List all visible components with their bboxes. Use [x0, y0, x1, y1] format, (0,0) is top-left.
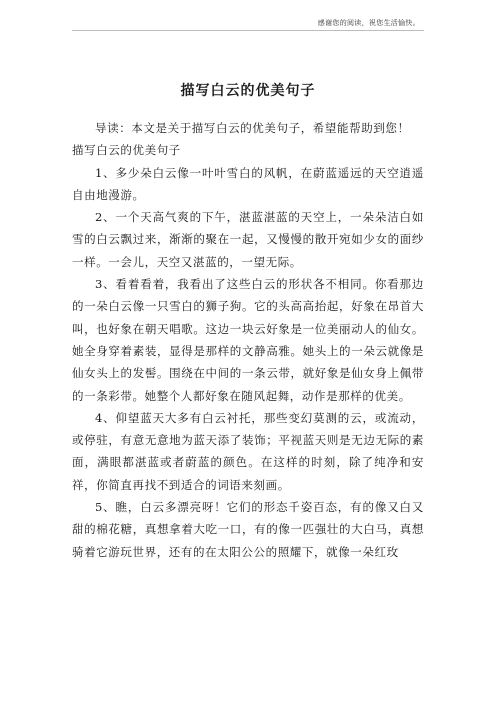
intro-paragraph: 导读：本文是关于描写白云的优美句子，希望能帮助到您！ [95, 121, 410, 135]
document-title: 描写白云的优美句子 [180, 83, 316, 99]
paragraph-3: 3、看着看着，我看出了这些白云的形状各不相同。你看那边的一朵白云像一只雪白的狮子狗。它的头高高抬起，好象在昂首大叫，也好象在朝天唱歌。这边一块云好象是一位美丽动人的仙女。她全身穿着素装，显得是那样的文静高雅。她头上的一朵云就像是仙女头上的发髻。围绕在中间的一条云带，就好象是仙女身上佩带的一条彩带。她整个人都好象在随风起舞，动作是那样的优美。 [72, 277, 424, 403]
header-divider [72, 30, 424, 31]
header-note: 感谢您的阅读，祝您生活愉快。 [317, 19, 420, 27]
document-body [72, 117, 424, 563]
section-subtitle: 描写白云的优美句子 [72, 143, 181, 158]
paragraph-1: 1、多少朵白云像一叶叶雪白的风帆，在蔚蓝遥远的天空逍遥自由地漫游。 [72, 165, 424, 202]
paragraph-4: 4、仰望蓝天大多有白云衬托，那些变幻莫测的云，或流动，或停驻，有意无意地为蓝天添了装饰；平视蓝天则是无边无际的素面，满眼都湛蓝或者蔚蓝的颜色。在这样的时刻，除了纯净和安祥，你简直再找不到适合的词语来刻画。 [72, 410, 424, 492]
paragraph-5: 5、瞧，白云多漂亮呀！它们的形态千姿百态，有的像又白又甜的棉花糖，真想拿着大吃一口，有的像一匹强壮的大白马，真想骑着它游玩世界，还有的在太阳公公的照耀下，就像一朵红玫 [72, 500, 424, 559]
paragraph-2: 2、一个天高气爽的下午，湛蓝湛蓝的天空上，一朵朵洁白如雪的白云飘过来，渐渐的聚在一起，又慢慢的散开宛如少女的面纱一样。一会儿，天空又湛蓝的，一望无际。 [72, 210, 424, 269]
